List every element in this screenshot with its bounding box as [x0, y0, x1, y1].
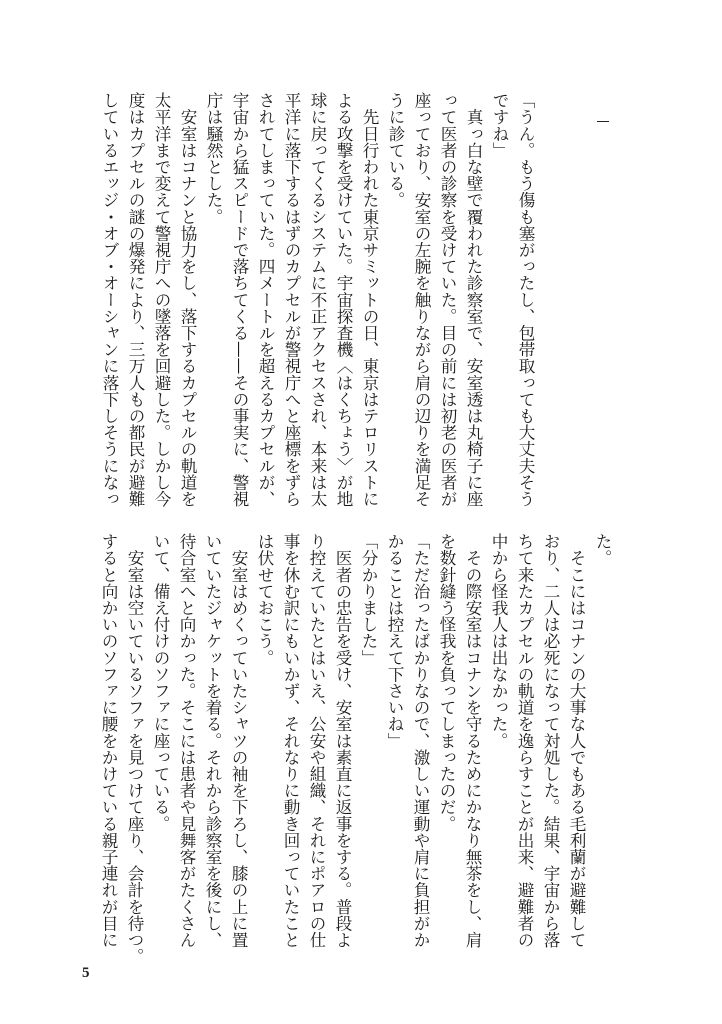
text-column: は伏せておこう。 — [255, 533, 274, 666]
text-column: すると向かいのソファに腰をかけている親子連れが目に — [99, 533, 118, 948]
text-column: 事を休む訳にもいかず、それなりに動き回っていたこと — [281, 533, 300, 948]
text-column: 球に戻ってくるシステムに不正アクセスされ、本来は太 — [308, 92, 327, 507]
text-column: うに診ている。 — [386, 92, 405, 209]
text-column: 座っており、安室の左腕を触りながら肩の辺りを満足そ — [412, 92, 431, 507]
text-column: そこにはコナンの大事な人でもある毛利蘭が避難して — [567, 533, 586, 948]
text-column: ちて来たカプセルの軌道を逸らすことが出来、避難者の — [515, 533, 534, 948]
text-column: 待合室へと向かった。そこには患者や見舞客がたくさん — [177, 533, 196, 948]
upper-text-block — [96, 92, 538, 507]
text-column: かることは控えて下さいね」 — [385, 533, 404, 749]
text-column: 太平洋まで変えて警視庁への墜落を回避した。しかし今 — [152, 92, 171, 507]
text-column: おり、二人は必死になって対処した。結果、宇宙から落 — [541, 533, 560, 948]
text-column: よる攻撃を受けていた。宇宙探査機〈はくちょう〉が地 — [334, 92, 353, 507]
text-column: 平洋に落下するはずのカプセルが警視庁へと座標をずら — [282, 92, 301, 507]
text-column: 「ただ治ったばかりなので、激しい運動や肩に負担がか — [411, 533, 430, 948]
lower-text-block — [95, 533, 615, 965]
dash-mark — [597, 121, 609, 122]
text-column: 庁は騒然とした。 — [204, 92, 223, 225]
text-column: た。 — [593, 533, 612, 567]
text-column: って医者の診察を受けていた。目の前には初老の医者が — [438, 92, 457, 507]
page-number: 5 — [82, 965, 90, 981]
text-column: 安室はめくっていたシャツの袖を下ろし、膝の上に置 — [229, 533, 248, 948]
text-column: 度はカプセルの謎の爆発により、三万人もの都民が避難 — [126, 92, 145, 507]
text-column: 中から怪我人は出なかった。 — [489, 533, 508, 749]
text-column: しているエッジ・オブ・オーシャンに落下しそうになっ — [100, 92, 119, 507]
text-column: いていたジャケットを着る。それから診察室を後にし、 — [203, 533, 222, 948]
text-column: されてしまっていた。四メートルを超えるカプセルが、 — [256, 92, 275, 507]
text-column: 医者の忠告を受け、安室は素直に返事をする。普段よ — [333, 533, 352, 948]
text-column: いて、備え付けのソファに座っている。 — [151, 533, 170, 832]
text-column: 安室はコナンと協力をし、落下するカプセルの軌道を — [178, 92, 197, 507]
text-column: 安室は空いているソファを見つけて座り、会計を待つ。 — [125, 533, 144, 965]
text-column: り控えていたとはいえ、公安や組織、それにポアロの仕 — [307, 533, 326, 948]
text-column: その際安室はコナンを守るためにかなり無茶をし、肩 — [463, 533, 482, 948]
text-column: 宇宙から猛スピードで落ちてくる——その事実に、警視 — [230, 92, 249, 507]
text-column: 真っ白な壁で覆われた診察室で、安室透は丸椅子に座 — [464, 92, 483, 507]
text-column: ですね」 — [490, 92, 509, 159]
text-column: 「分かりました」 — [359, 533, 378, 666]
text-column: を数針縫う怪我を負ってしまったのだ。 — [437, 533, 456, 832]
text-column: 先日行われた東京サミットの日、東京はテロリストに — [360, 92, 379, 507]
text-column: 「うん。もう傷も塞がったし、包帯取っても大丈夫そう — [516, 92, 535, 507]
